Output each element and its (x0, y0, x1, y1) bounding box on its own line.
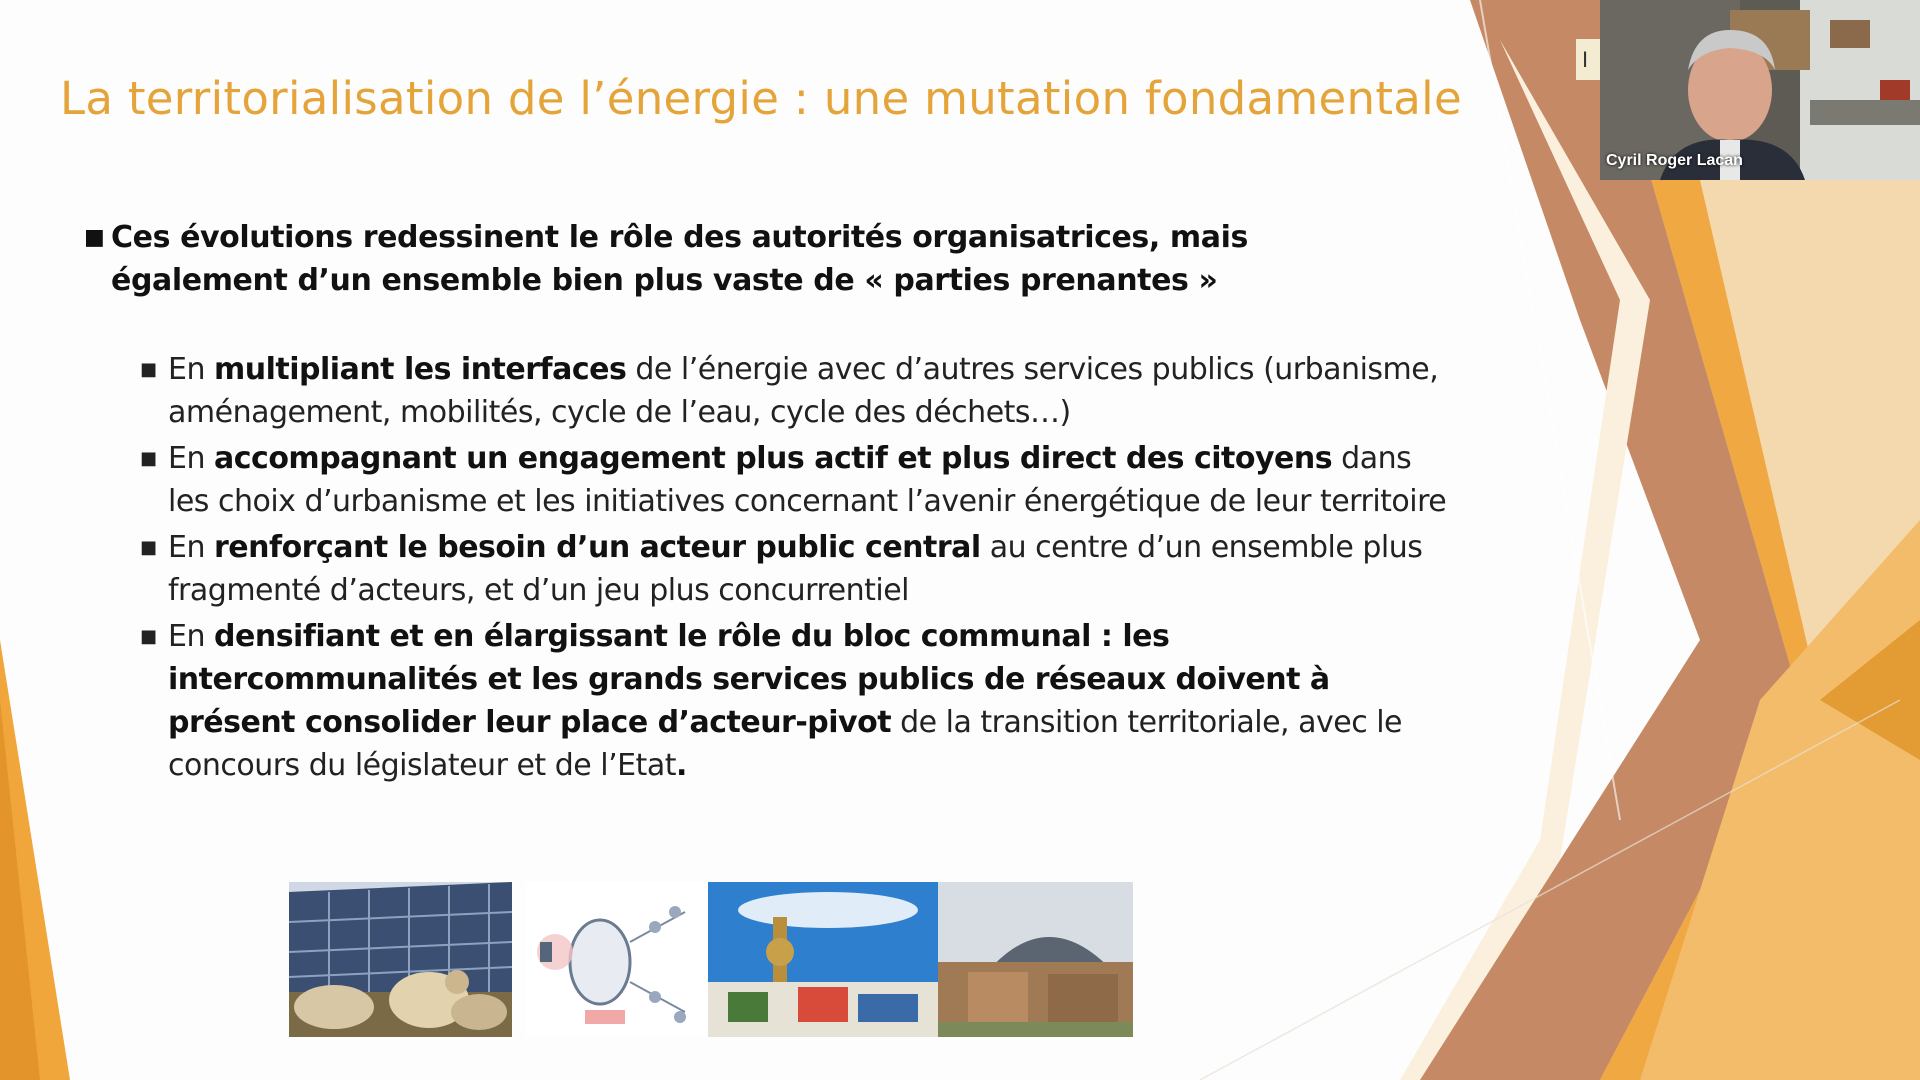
sub-bullet (140, 437, 1460, 523)
sub-bullet-prefix: En (168, 441, 215, 476)
square-bullet-icon: ■ (140, 626, 157, 647)
main-bullet-text: Ces évolutions redessinent le rôle des autorités organisatrices, mais également d’un ensemble bien plus vaste de « parties prenantes » (111, 220, 1248, 298)
main-bullet (84, 216, 1384, 302)
sub-bullet-bold: accompagnant un engagement plus actif et plus direct des citoyens (214, 441, 1333, 476)
sub-bullet-bold: densifiant et en élargissant le rôle du bloc communal : les intercommunalités et les grands services publics de réseaux doivent à présent consolider leur place d’acteur-pivot (168, 619, 1330, 740)
square-bullet-icon: ■ (140, 359, 157, 380)
hidden-panel-tab[interactable]: I (1576, 39, 1600, 80)
slide-title: La territorialisation de l’énergie : une mutation fondamentale (60, 72, 1462, 125)
sub-bullet-prefix: En (168, 619, 215, 654)
participant-name: Cyril Roger Lacan (1606, 152, 1743, 169)
sub-bullet-rest: de la transition territoriale, avec le concours du législateur et de l’Etat (168, 705, 1403, 783)
sub-bullet (140, 526, 1460, 612)
sub-bullet-rest: dans les choix d’urbanisme et les initiatives concernant l’avenir énergétique de leur territoire (168, 441, 1447, 519)
square-bullet-icon: ■ (140, 537, 157, 558)
biogas-dome-photo (938, 882, 1133, 1037)
sub-bullet-list (140, 348, 1460, 790)
incinerator-tower-photo (708, 882, 938, 1037)
sub-bullet-bold: renforçant le besoin d’un acteur public central (214, 530, 981, 565)
square-bullet-icon: ■ (84, 225, 105, 250)
sub-bullet-end: . (675, 748, 687, 783)
square-bullet-icon: ■ (140, 448, 157, 469)
sub-bullet-prefix: En (168, 530, 215, 565)
network-diagram-image (525, 882, 708, 1037)
sub-bullet-prefix: En (168, 352, 215, 387)
sub-bullet-bold: multipliant les interfaces (214, 352, 627, 387)
sub-bullet-rest: de l’énergie avec d’autres services publics (urbanisme, aménagement, mobilités, cycle de l’eau, cycle des déchets…) (168, 352, 1439, 430)
sub-bullet (140, 615, 1460, 787)
participant-video[interactable] (1600, 0, 1920, 180)
solar-panels-sheep-photo (289, 882, 512, 1037)
sub-bullet (140, 348, 1460, 434)
sub-bullet-rest: au centre d’un ensemble plus fragmenté d’acteurs, et d’un jeu plus concurrentiel (168, 530, 1423, 608)
